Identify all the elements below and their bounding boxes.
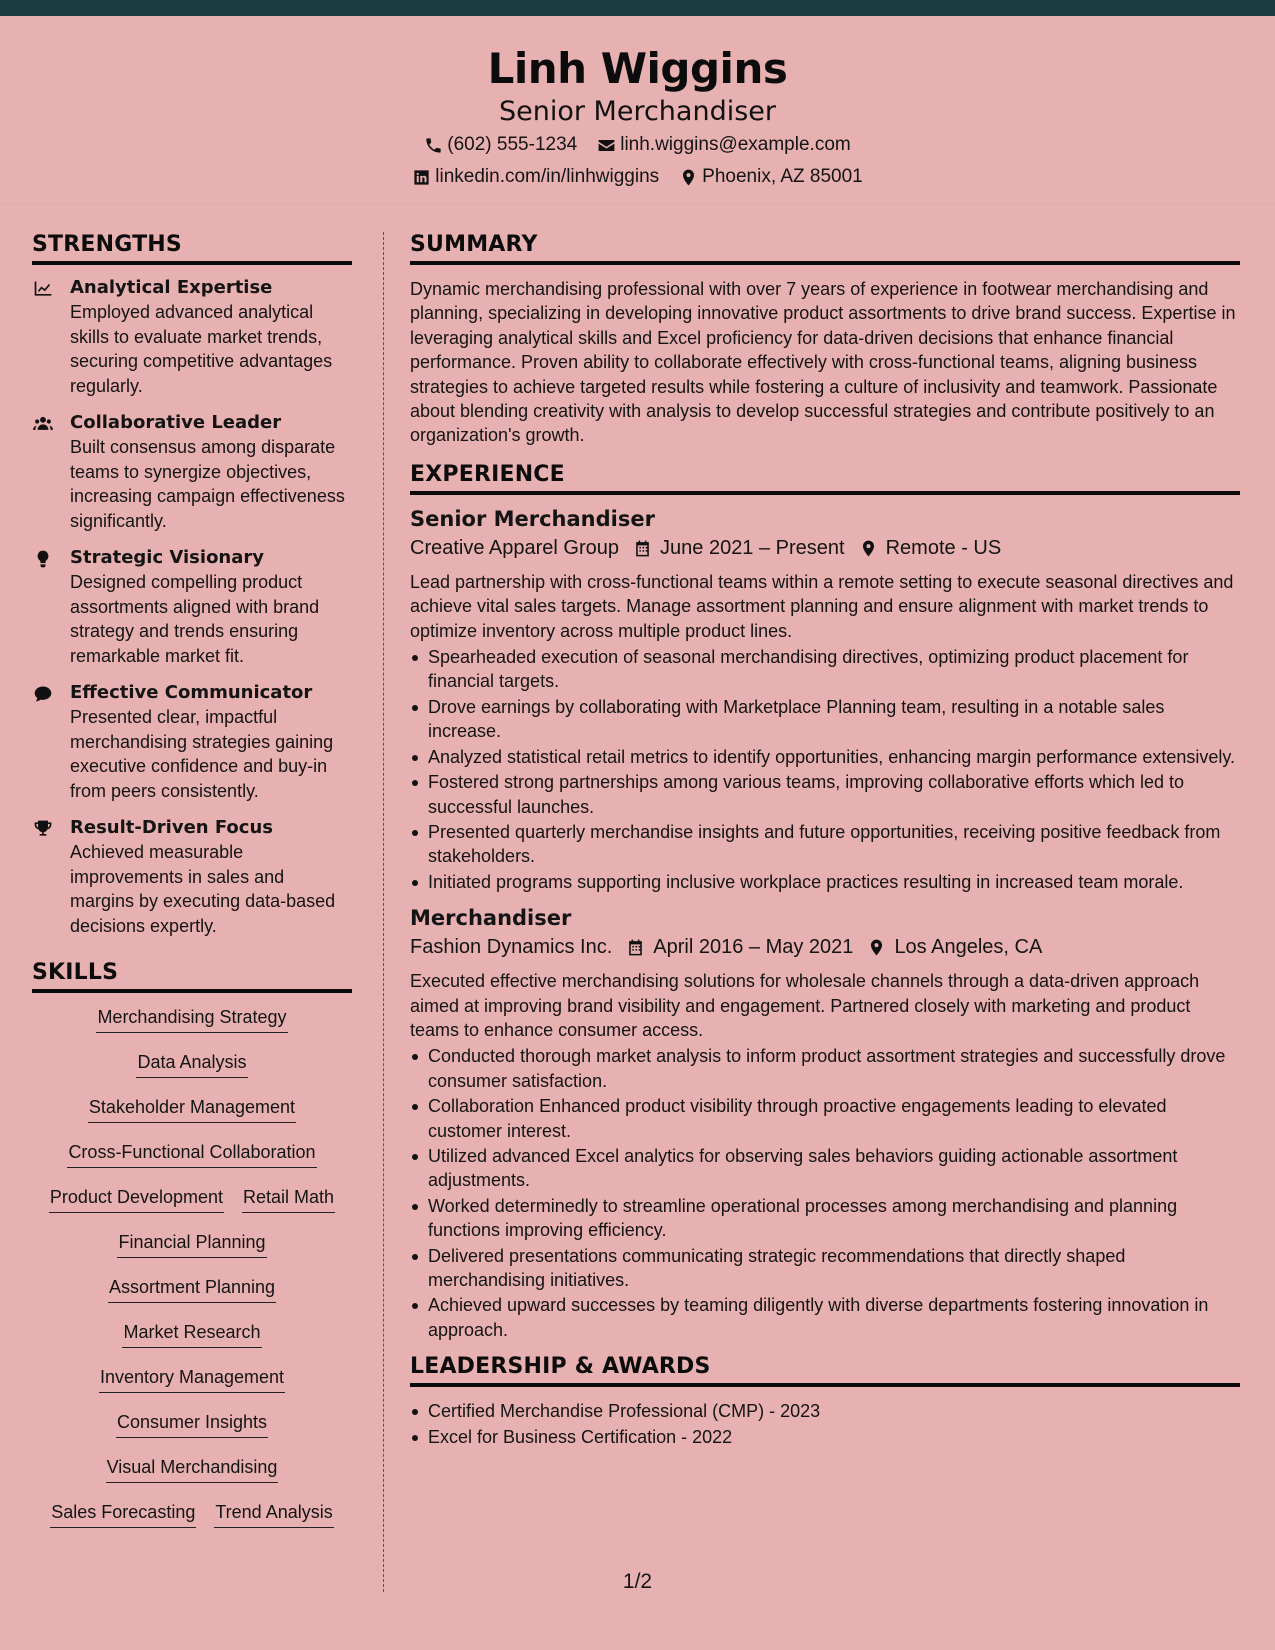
- chart-line-icon: [32, 279, 54, 299]
- contact-email[interactable]: [597, 134, 851, 156]
- strength-heading: Effective Communicator: [70, 682, 313, 703]
- contact-linkedin[interactable]: [412, 166, 659, 188]
- summary-heading: SUMMARY: [410, 232, 1240, 265]
- left-column: [32, 232, 352, 1545]
- summary-text: Dynamic merchandising professional with over 7 years of experience in footwear merchandising and planning, specializing in developing innovative product assortments to drive brand success. Expertise in leveraging analytical skills and Excel proficiency for data-driven decisions that enhance financial performance. Proven ability to collaborate effectively with cross-functional teams, aligning business strategies to achieve targeted results while fostering a culture of inclusivity and teamwork. Passionate about blending creativity with analysis to develop successful strategies and contribute positively to an organization's growth.: [410, 279, 1236, 446]
- award-item: Excel for Business Certification - 2022: [410, 1425, 1240, 1449]
- job-title: Senior Merchandiser: [410, 506, 655, 531]
- job-dates: April 2016 – May 2021: [653, 936, 854, 959]
- strength-description: Achieved measurable improvements in sales and margins by executing data-based decisions expertly.: [70, 842, 336, 936]
- skill-row: [32, 1140, 352, 1185]
- jobs-list: [410, 507, 1240, 1342]
- strengths-heading: STRENGTHS: [32, 232, 352, 265]
- strength-item: [32, 277, 352, 398]
- job-bullet: Conducted thorough market analysis to inform product assortment strategies and successfully drove consumer satisfaction.: [410, 1044, 1240, 1093]
- strength-icon-wrap: [32, 817, 56, 938]
- strength-heading: Strategic Visionary: [70, 547, 265, 568]
- job-bullet: Presented quarterly merchandise insights and future opportunities, receiving positive feedback from stakeholders.: [410, 820, 1240, 869]
- linkedin-icon: [412, 168, 431, 187]
- job-bullet: Utilized advanced Excel analytics for observing sales behaviors guiding actionable assortment adjustments.: [410, 1144, 1240, 1193]
- job-bullets: [410, 1044, 1240, 1342]
- strength-body: [70, 412, 352, 533]
- skill-row: [32, 1365, 352, 1410]
- strength-icon-wrap: [32, 682, 56, 803]
- strength-body: [70, 682, 352, 803]
- skill-tag: Visual Merchandising: [106, 1455, 279, 1483]
- skill-row: [32, 1185, 352, 1230]
- job-bullet: Drove earnings by collaborating with Marketplace Planning team, resulting in a notable sales increase.: [410, 695, 1240, 744]
- location-text: Phoenix, AZ 85001: [702, 166, 863, 187]
- skill-row: [32, 1095, 352, 1140]
- strength-item: [32, 817, 352, 938]
- skill-row: [32, 1410, 352, 1455]
- resume-header: [0, 16, 1275, 204]
- users-icon: [32, 414, 54, 434]
- strength-icon-wrap: [32, 547, 56, 668]
- comment-icon: [32, 684, 54, 704]
- job-bullet: Worked determinedly to streamline operational processes among merchandising and planning functions improving efficiency.: [410, 1194, 1240, 1243]
- strength-description: Employed advanced analytical skills to evaluate market trends, securing competitive advantages regularly.: [70, 302, 333, 396]
- strength-heading: Result-Driven Focus: [70, 817, 273, 838]
- job-bullets: [410, 645, 1240, 894]
- strength-heading: Analytical Expertise: [70, 277, 273, 298]
- contact-row-2: [0, 166, 1275, 188]
- phone-icon: [424, 136, 443, 155]
- candidate-name: Linh Wiggins: [487, 44, 788, 93]
- skills-heading: SKILLS: [32, 960, 352, 993]
- lightbulb-icon: [32, 549, 54, 569]
- job-bullet: Spearheaded execution of seasonal merchandising directives, optimizing product placement for financial targets.: [410, 645, 1240, 694]
- job-bullet: Collaboration Enhanced product visibility through proactive engagements leading to elevated customer interest.: [410, 1094, 1240, 1143]
- email-text[interactable]: linh.wiggins@example.com: [620, 134, 851, 155]
- job-description: Lead partnership with cross-functional teams within a remote setting to execute seasonal directives and achieve vital sales targets. Manage assortment planning and ensure alignment with market trends to optimize inventory across multiple product lines.: [410, 571, 1234, 641]
- job-dates: June 2021 – Present: [660, 536, 845, 559]
- strength-body: [70, 547, 352, 668]
- skill-tag: Retail Math: [242, 1185, 335, 1213]
- award-item: Certified Merchandise Professional (CMP) - 2023: [410, 1399, 1240, 1423]
- envelope-icon: [597, 136, 616, 155]
- job-bullet: Achieved upward successes by teaming diligently with diverse departments fostering innovation in approach.: [410, 1293, 1240, 1342]
- job-entry: [410, 507, 1240, 894]
- strength-item: [32, 412, 352, 533]
- skill-tag: Market Research: [122, 1320, 261, 1348]
- skills-list: [32, 1005, 352, 1545]
- job-company: Creative Apparel Group: [410, 536, 620, 559]
- map-marker-icon: [859, 539, 878, 558]
- job-meta: [410, 537, 1240, 560]
- skill-tag: Financial Planning: [117, 1230, 266, 1258]
- strength-item: [32, 682, 352, 803]
- skill-row: [32, 1005, 352, 1050]
- skill-row: [32, 1500, 352, 1545]
- skill-tag: Cross-Functional Collaboration: [67, 1140, 316, 1168]
- job-bullet: Analyzed statistical retail metrics to identify opportunities, enhancing margin performance extensively.: [410, 745, 1240, 769]
- strength-icon-wrap: [32, 277, 56, 398]
- job-location: Los Angeles, CA: [894, 936, 1043, 959]
- linkedin-text[interactable]: linkedin.com/in/linhwiggins: [435, 166, 660, 187]
- contact-location: [679, 166, 863, 188]
- awards-list: [410, 1399, 1240, 1449]
- job-meta: [410, 936, 1240, 959]
- contact-phone: [424, 134, 577, 156]
- job-bullet: Initiated programs supporting inclusive workplace practices resulting in increased team morale.: [410, 870, 1240, 894]
- job-title: Merchandiser: [410, 906, 572, 931]
- calendar-icon: [626, 938, 645, 957]
- skill-row: [32, 1320, 352, 1365]
- contact-row-1: [0, 134, 1275, 156]
- strength-heading: Collaborative Leader: [70, 412, 282, 433]
- strength-description: Built consensus among disparate teams to synergize objectives, increasing campaign effectiveness significantly.: [70, 437, 345, 531]
- strengths-list: [32, 277, 352, 938]
- job-bullet: Delivered presentations communicating strategic recommendations that directly shaped merchandising initiatives.: [410, 1244, 1240, 1293]
- skill-row: [32, 1455, 352, 1500]
- strength-description: Presented clear, impactful merchandising strategies gaining executive confidence and buy-in from peers consistently.: [70, 707, 334, 801]
- top-accent-bar: [0, 0, 1275, 16]
- skill-tag: Data Analysis: [136, 1050, 247, 1078]
- right-column: [410, 232, 1240, 1461]
- job-location: Remote - US: [885, 536, 1002, 559]
- map-marker-icon: [867, 938, 886, 957]
- skill-tag: Product Development: [49, 1185, 224, 1213]
- strength-description: Designed compelling product assortments aligned with brand strategy and trends ensuring remarkable market fit.: [70, 572, 320, 666]
- skill-tag: Stakeholder Management: [88, 1095, 296, 1123]
- skill-tag: Trend Analysis: [214, 1500, 333, 1528]
- strength-body: [70, 277, 352, 398]
- skill-tag: Sales Forecasting: [50, 1500, 196, 1528]
- awards-heading: LEADERSHIP & AWARDS: [410, 1354, 1240, 1387]
- experience-heading: EXPERIENCE: [410, 462, 1240, 495]
- skill-tag: Merchandising Strategy: [96, 1005, 287, 1033]
- job-description: Executed effective merchandising solutions for wholesale channels through a data-driven approach aimed at improving brand visibility and engagement. Partnered closely with marketing and product teams to enhance consumer access.: [410, 971, 1200, 1040]
- skill-tag: Consumer Insights: [116, 1410, 268, 1438]
- skill-tag: Assortment Planning: [108, 1275, 276, 1303]
- strength-body: [70, 817, 352, 938]
- job-company: Fashion Dynamics Inc.: [410, 936, 613, 959]
- skill-row: [32, 1050, 352, 1095]
- candidate-title: Senior Merchandiser: [498, 96, 776, 127]
- page-number: 1/2: [622, 1570, 653, 1593]
- column-divider: [383, 232, 384, 1592]
- phone-text: (602) 555-1234: [447, 134, 578, 155]
- map-marker-icon: [679, 168, 698, 187]
- calendar-icon: [633, 539, 652, 558]
- skill-row: [32, 1275, 352, 1320]
- trophy-icon: [32, 819, 54, 839]
- skill-row: [32, 1230, 352, 1275]
- skill-tag: Inventory Management: [99, 1365, 285, 1393]
- job-bullet: Fostered strong partnerships among various teams, improving collaborative efforts which led to successful launches.: [410, 770, 1240, 819]
- strength-icon-wrap: [32, 412, 56, 533]
- strength-item: [32, 547, 352, 668]
- job-entry: [410, 906, 1240, 1342]
